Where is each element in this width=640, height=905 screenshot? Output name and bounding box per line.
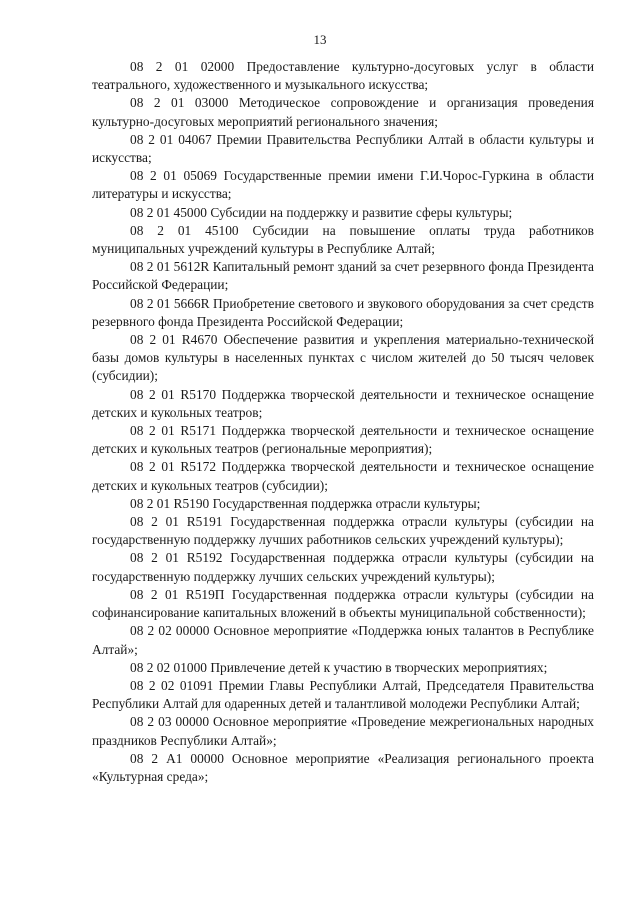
paragraph-16: 08 2 01 R519П Государственная поддержка отрасли культуры (субсидии на софинансирование капитальных вложений в объекты муниципальной собственности);: [92, 586, 594, 621]
paragraph-11: 08 2 01 R5171 Поддержка творческой деятельности и техническое оснащение детских и кукольных театров (региональные мероприятия);: [92, 423, 594, 457]
paragraph-14: 08 2 01 R5191 Государственная поддержка отрасли культуры (субсидии на государственную поддержку лучших работников сельских учреждений культуры);: [92, 514, 594, 548]
paragraph-2: 08 2 01 03000 Методическое сопровождение и организация проведения культурно-досуговых мероприятий регионального значения;: [92, 95, 594, 129]
page-number: 13: [313, 32, 327, 47]
paragraph-17: 08 2 02 00000 Основное мероприятие «Поддержка юных талантов в Республике Алтай»;: [92, 623, 594, 657]
paragraph-18: 08 2 02 01000 Привлечение детей к участию в творческих мероприятиях;: [130, 659, 548, 675]
paragraph-19: 08 2 02 01091 Премии Главы Республики Алтай, Председателя Правительства Республики Алтай для одаренных детей и талантливой молодежи Республики Алтай;: [92, 677, 594, 712]
paragraph-10: 08 2 01 R5170 Поддержка творческой деятельности и техническое оснащение детских и кукольных театров;: [92, 386, 594, 420]
paragraph-5: 08 2 01 45000 Субсидии на поддержку и развитие сферы культуры;: [130, 204, 513, 220]
paragraph-21: 08 2 А1 00000 Основное мероприятие «Реализация регионального проекта «Культурная среда»;: [92, 750, 594, 784]
paragraph-20: 08 2 03 00000 Основное мероприятие «Проведение межрегиональных народных праздников Республики Алтай»;: [92, 714, 594, 748]
paragraph-9: 08 2 01 R4670 Обеспечение развития и укрепления материально-технической базы домов культуры в населенных пунктах с числом жителей до 50 тысяч человек (субсидии);: [92, 332, 594, 384]
paragraph-7: 08 2 01 5612R Капитальный ремонт зданий за счет резервного фонда Президента Российской Федерации;: [92, 259, 594, 293]
document-body: [92, 58, 594, 786]
paragraph-3: 08 2 01 04067 Премии Правительства Республики Алтай в области культуры и искусства;: [92, 131, 594, 166]
paragraph-4: 08 2 01 05069 Государственные премии имени Г.И.Чорос-Гуркина в области литературы и искусства;: [92, 168, 594, 202]
paragraph-8: 08 2 01 5666R Приобретение светового и звукового оборудования за счет средств резервного фонда Президента Российской Федерации;: [92, 295, 594, 329]
paragraph-13: 08 2 01 R5190 Государственная поддержка отрасли культуры;: [130, 495, 481, 511]
paragraph-15: 08 2 01 R5192 Государственная поддержка отрасли культуры (субсидии на государственную поддержку лучших сельских учреждений культуры);: [92, 550, 594, 584]
paragraph-1: 08 2 01 02000 Предоставление культурно-досуговых услуг в области театрального, художественного и музыкального искусства;: [92, 59, 594, 93]
paragraph-12: 08 2 01 R5172 Поддержка творческой деятельности и техническое оснащение детских и кукольных театров (субсидии);: [92, 459, 594, 493]
paragraph-6: 08 2 01 45100 Субсидии на повышение оплаты труда работников муниципальных учреждений культуры в Республике Алтай;: [92, 222, 594, 257]
